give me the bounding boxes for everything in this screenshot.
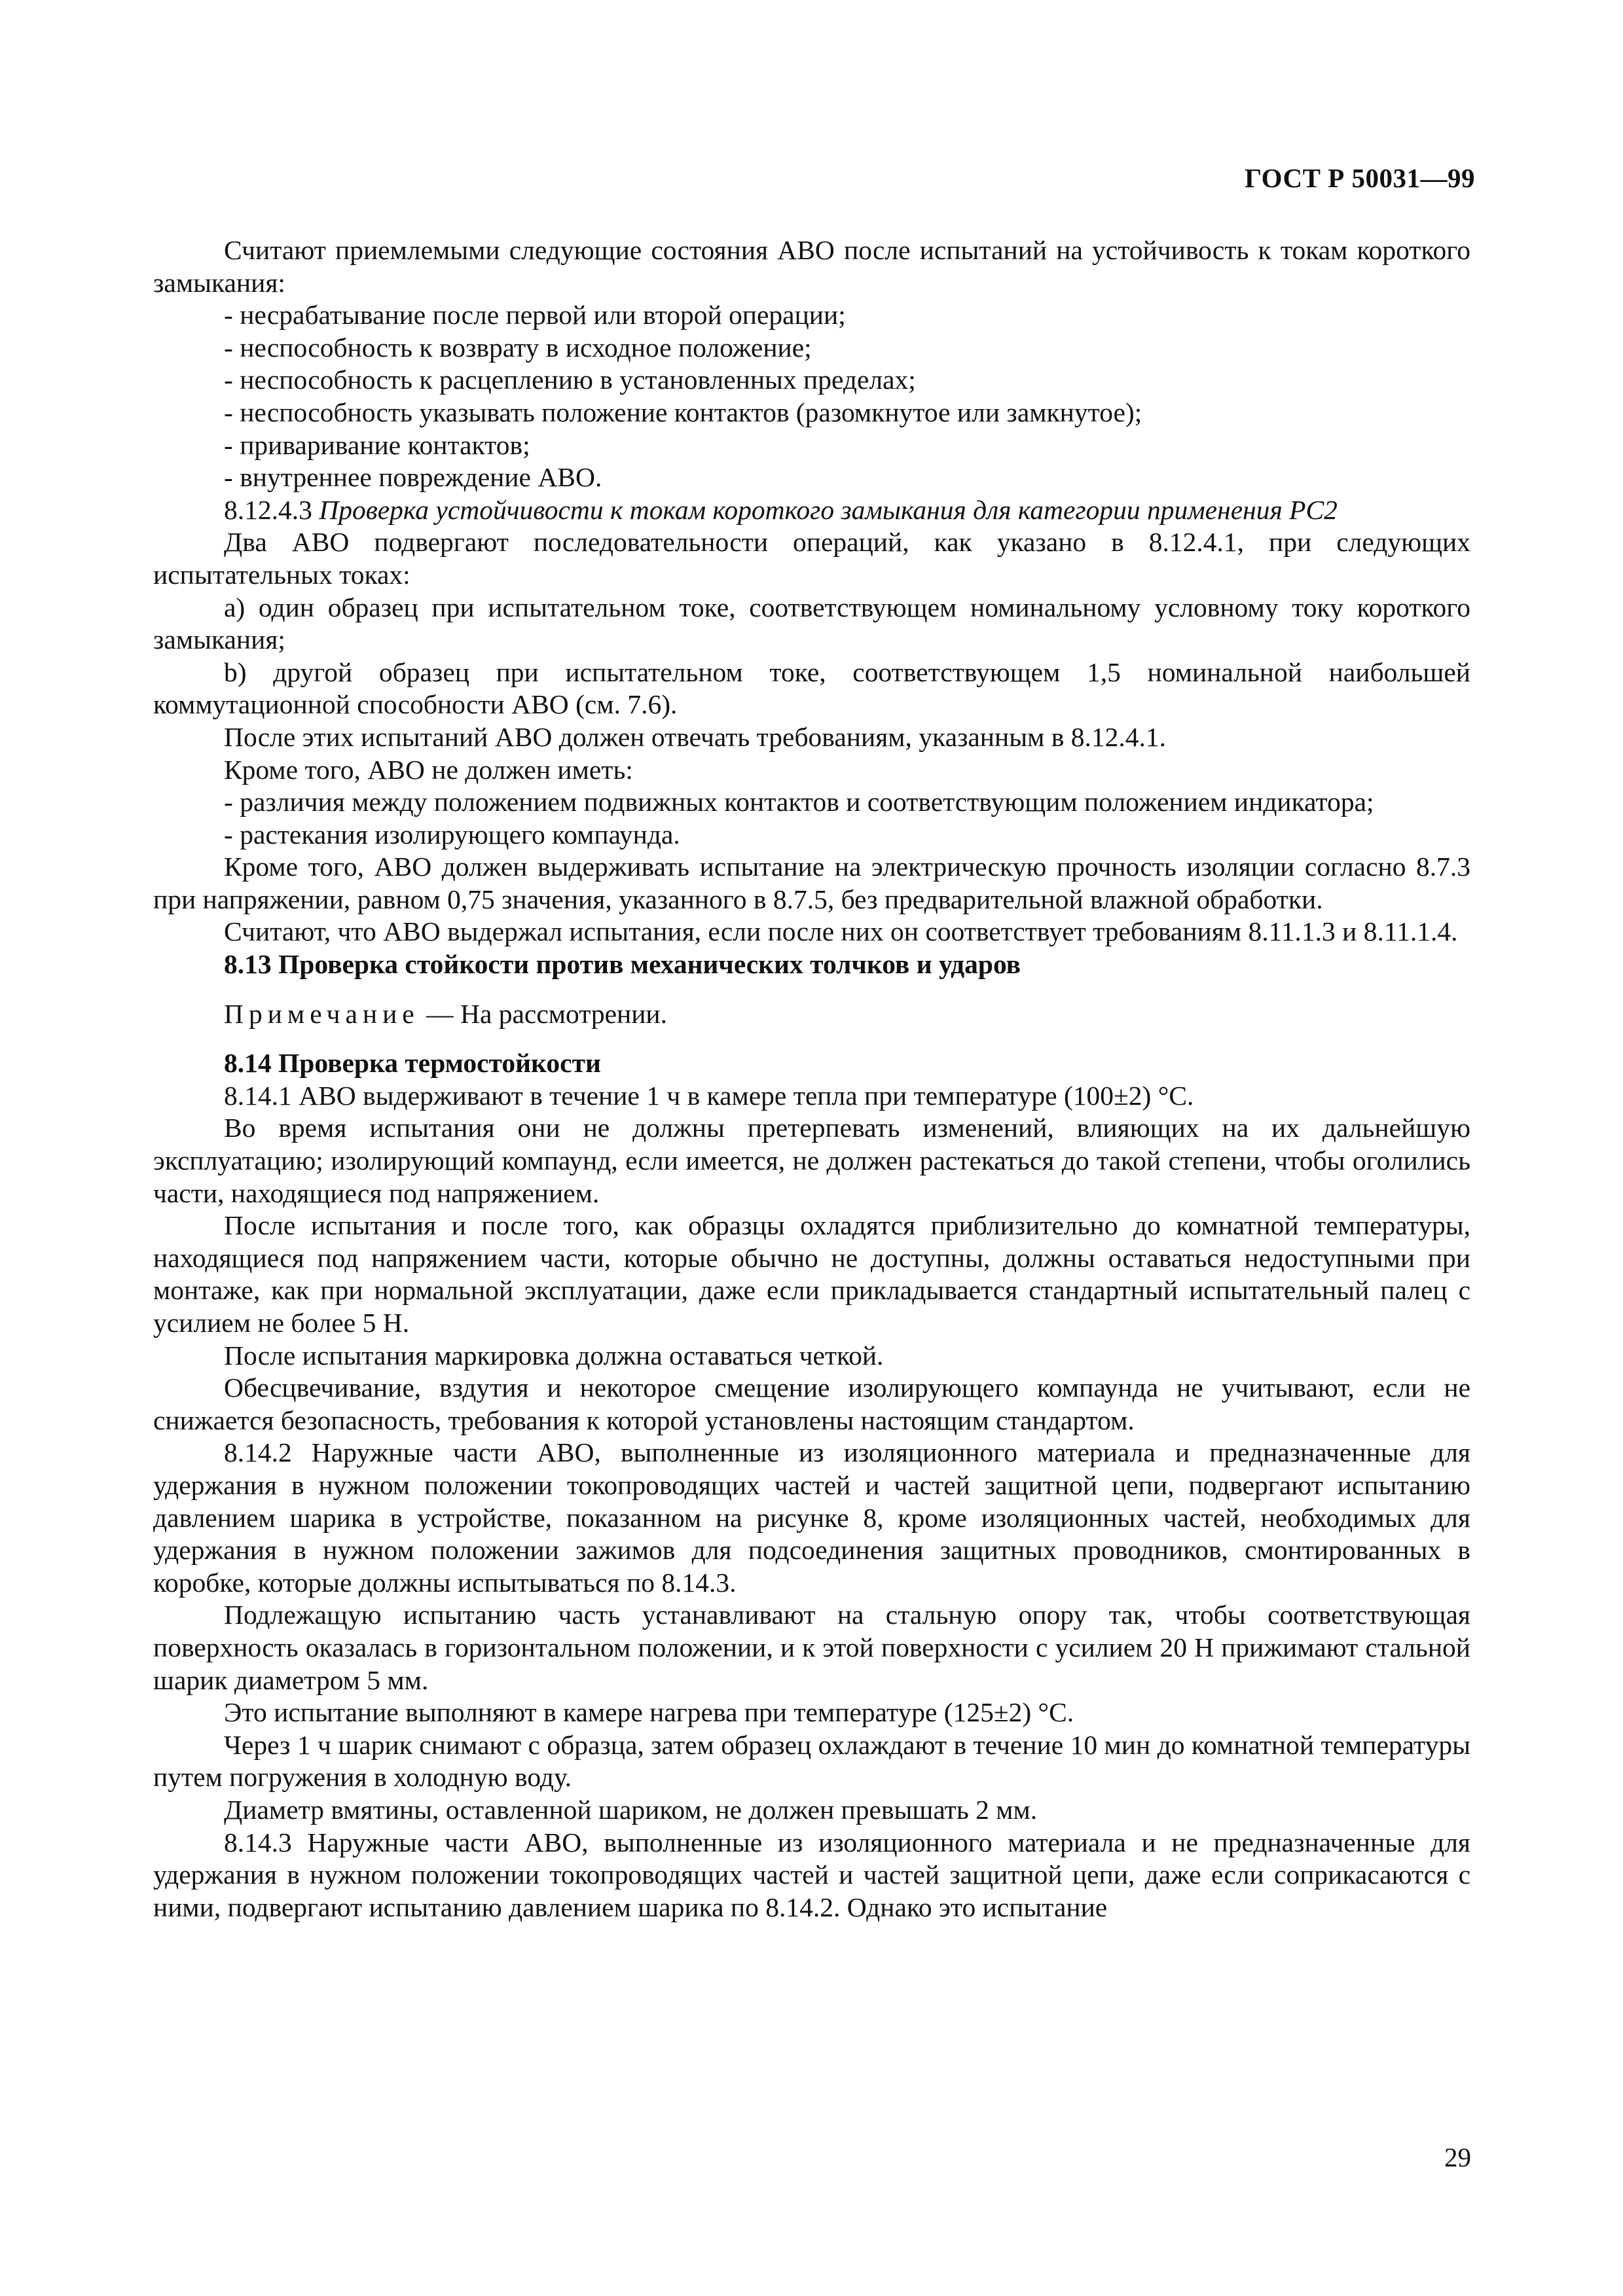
paragraph: 8.14.1 АВО выдерживают в течение 1 ч в камере тепла при температуре (100±2) °С. [224, 1080, 1194, 1111]
subsection-number: 8.12.4.3 [224, 494, 312, 525]
paragraph: Считают, что АВО выдержал испытания, если после них он соответствует требованиям 8.11.1.3 и 8.11.1.4. [224, 916, 1458, 947]
paragraph: Во время испытания они не должны претерпевать изменений, влияющих на их дальнейшую эксплуатацию; изолирующий компаунд, если имеется, не должен растекаться до такой степени, чтобы оголились части, находящиеся под напряжением. [153, 1113, 1470, 1208]
list-item: b) другой образец при испытательном токе, соответствующем 1,5 номинальной наибольшей коммутационной способности АВО (см. 7.6). [153, 656, 1470, 720]
list-item: - несрабатывание после первой или второй операции; [224, 300, 846, 331]
paragraph: Кроме того, АВО не должен иметь: [224, 754, 633, 785]
paragraph: Обесцвечивание, вздутия и некоторое смещение изолирующего компаунда не учитывают, если не снижается безопасность, требования к которой установлены настоящим стандартом. [153, 1372, 1470, 1435]
paragraph: Считают приемлемыми следующие состояния АВО после испытаний на устойчивость к токам короткого замыкания: [153, 235, 1470, 298]
note [153, 998, 1470, 1031]
paragraph: После этих испытаний АВО должен отвечать требованиям, указанным в 8.12.4.1. [224, 721, 1166, 752]
section-heading-8-13: 8.13 Проверка стойкости против механических толчков и ударов [224, 949, 1021, 980]
paragraph: 8.14.2 Наружные части АВО, выполненные из изоляционного материала и предназначенные для удержания в нужном положении токопроводящих частей и частей защитной цепи, подвергают испытанию давлением шарика в устройстве, показанном на рисунке 8, кроме изоляционных частей, необходимых для удержания в нужном положении зажимов для подсоединения защитных проводников, смонтированных в коробке, которые должны испытываться по 8.14.3. [153, 1437, 1470, 1598]
list-item: - растекания изолирующего компаунда. [224, 819, 680, 850]
list-item: - неспособность к расцеплению в установленных пределах; [224, 365, 916, 395]
note-text: — На рассмотрении. [419, 998, 668, 1029]
list-item: - различия между положением подвижных контактов и соответствующим положением индикатора; [224, 787, 1374, 817]
document-body [153, 234, 1470, 1924]
paragraph: Через 1 ч шарик снимают с образца, затем образец охлаждают в течение 10 мин до комнатной температуры путем погружения в холодную воду. [153, 1729, 1470, 1793]
list-item: - неспособность указывать положение контактов (разомкнутое или замкнутое); [224, 397, 1142, 427]
paragraph: После испытания и после того, как образцы охладятся приблизительно до комнатной температуры, находящиеся под напряжением части, которые обычно не доступны, должны оставаться недоступными при монтаже, как при нормальной эксплуатации, даже если прикладывается стандартный испытательный палец с усилием не более 5 Н. [153, 1210, 1470, 1338]
page-number: 29 [1444, 2142, 1471, 2172]
list-item: - приваривание контактов; [224, 429, 530, 460]
paragraph: Диаметр вмятины, оставленной шариком, не должен превышать 2 мм. [224, 1794, 1038, 1825]
subsection-title: Проверка устойчивости к токам короткого замыкания для категории применения PC2 [319, 494, 1338, 525]
subsection-heading-8-12-4-3 [153, 494, 1470, 527]
section-heading-8-14: 8.14 Проверка термостойкости [224, 1048, 601, 1079]
list-item: - внутреннее повреждение АВО. [224, 462, 602, 493]
paragraph: Два АВО подвергают последовательности операций, как указано в 8.12.4.1, при следующих испытательных токах: [153, 527, 1470, 590]
paragraph: После испытания маркировка должна оставаться четкой. [224, 1340, 884, 1371]
paragraph: 8.14.3 Наружные части АВО, выполненные из изоляционного материала и не предназначенные для удержания в нужном положении токопроводящих частей и частей защитной цепи, даже если соприкасаются с ними, подвергают испытанию давлением шарика по 8.14.2. Однако это испытание [153, 1827, 1470, 1922]
standard-code-header: ГОСТ Р 50031—99 [1245, 163, 1475, 193]
list-item: - неспособность к возврату в исходное положение; [224, 332, 812, 363]
paragraph: Подлежащую испытанию часть устанавливают на стальную опору так, чтобы соответствующая поверхность оказалась в горизонтальном положении, и к этой поверхности с усилием 20 Н прижимают стальной шарик диаметром 5 мм. [153, 1600, 1470, 1695]
list-item: a) один образец при испытательном токе, соответствующем номинальному условному току короткого замыкания; [153, 592, 1470, 655]
note-label: Примечание [224, 998, 420, 1029]
paragraph: Это испытание выполняют в камере нагрева при температуре (125±2) °С. [224, 1697, 1074, 1728]
paragraph: Кроме того, АВО должен выдерживать испытание на электрическую прочность изоляции согласно 8.7.3 при напряжении, равном 0,75 значения, указанного в 8.7.5, без предварительной влажной обработки. [153, 852, 1470, 914]
